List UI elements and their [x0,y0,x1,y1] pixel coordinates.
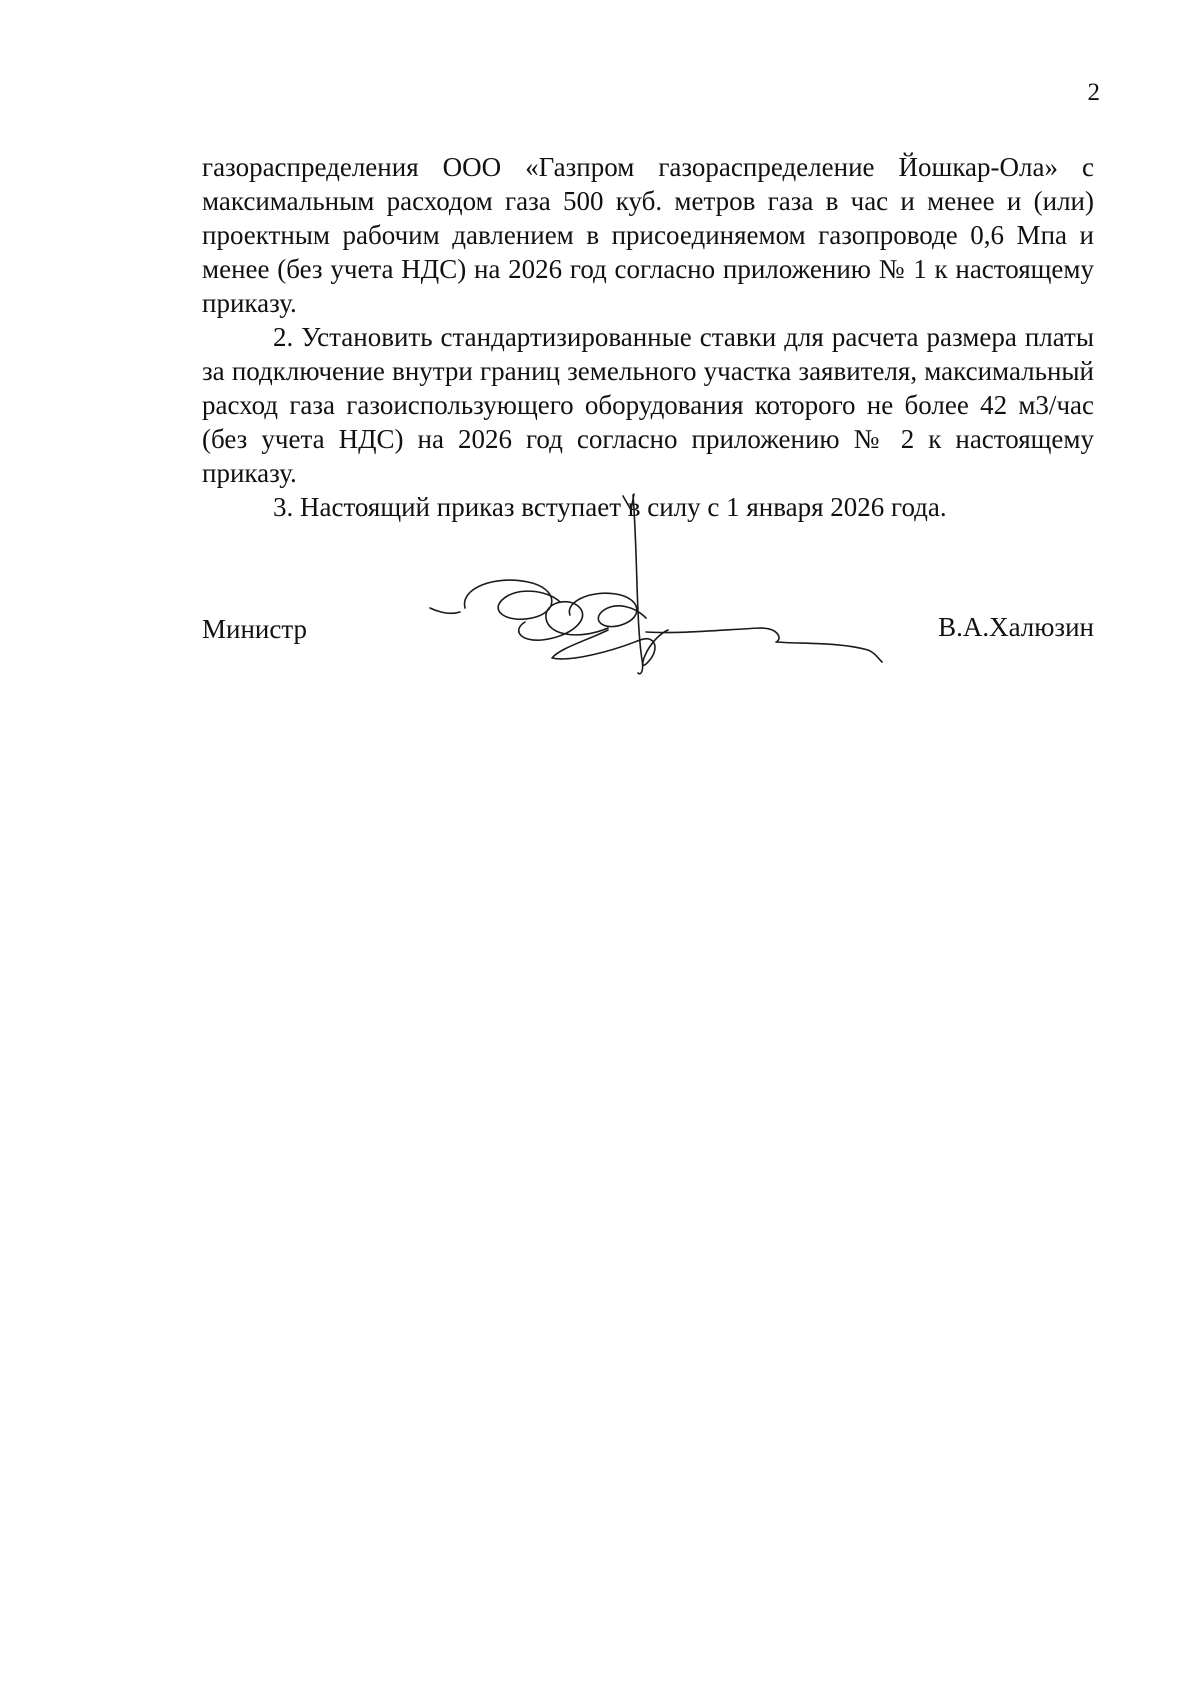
paragraph-1-continuation: газораспределения ООО «Газпром газораспределение Йошкар-Ола» с максимальным расходом газа 500 куб. метров газа в час и менее и (или) проектным рабочим давлением в присоединяемом газопроводе 0,6 Мпа и менее (без учета НДС) на 2026 год согласно приложению № 1 к настоящему приказу. [202,152,1094,318]
document-body [202,150,1094,524]
page-number: 2 [1087,79,1100,106]
signature-block [202,560,1094,690]
paragraph-2: 2. Установить стандартизированные ставки для расчета размера платы за подключение внутри границ земельного участка заявителя, максимальный расход газа газоиспользующего оборудования которого не более 42 м3/час (без учета НДС) на 2026 год согласно приложению № 2 к настоящему приказу. [202,322,1094,488]
signature-vertical-stroke [633,495,643,674]
signature-loop-middle [519,602,608,641]
signature-left-flourish [430,608,460,613]
signer-name: В.А.Халюзин [938,612,1094,642]
signer-position: Министр [202,614,307,644]
paragraph-3: 3. Настоящий приказ вступает в силу с 1 января 2026 года. [273,492,947,522]
handwritten-signature [420,490,890,690]
signature-baseline [646,628,882,662]
